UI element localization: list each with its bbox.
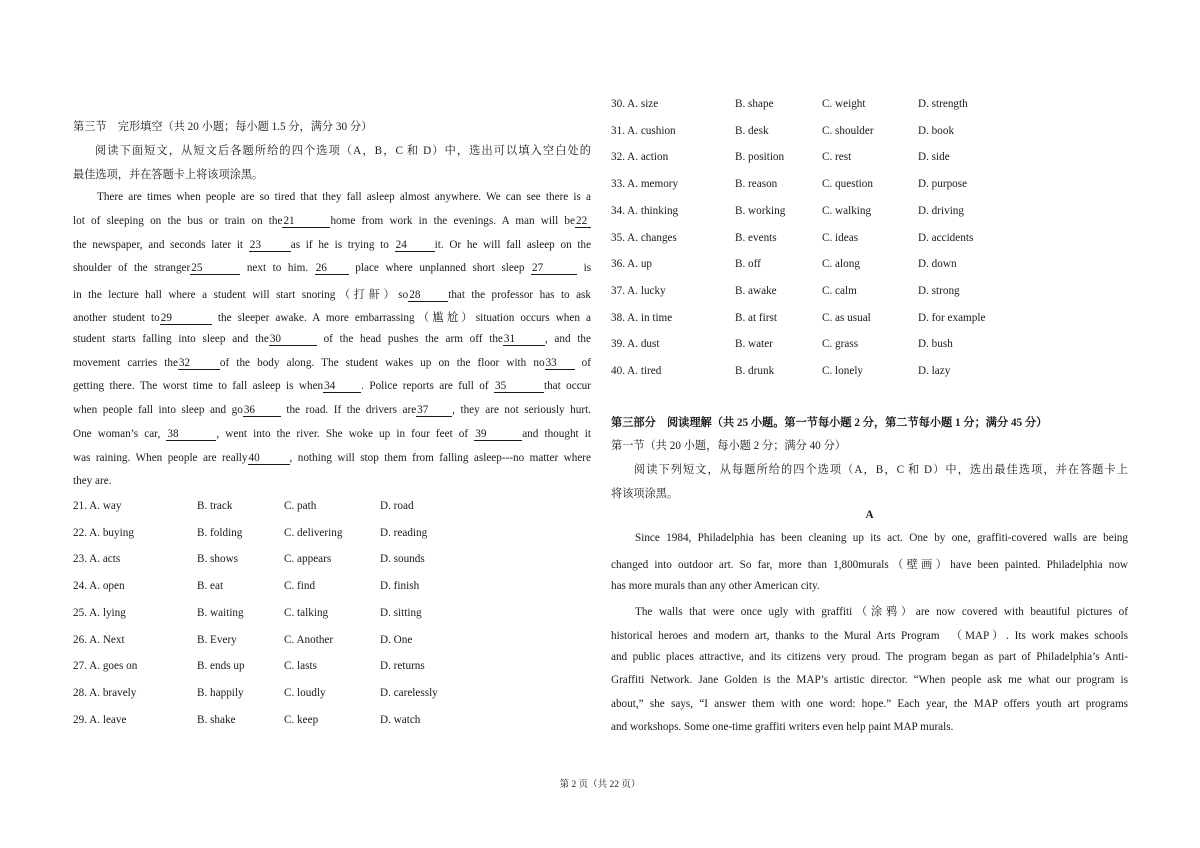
option-question: 29. A. leave	[73, 713, 127, 726]
option-choice: D. road	[380, 500, 414, 512]
passage-line: lot of sleeping on the bus or train on the21 home from work in the evenings. A man will be22	[73, 215, 591, 228]
option-question: 36. A. up	[611, 258, 653, 271]
passage-line: The walls that were once ugly with graffiti（涂鸦）are now covered with beautiful pictures of	[635, 606, 1128, 618]
option-question: 31. A. cushion	[611, 124, 676, 137]
blank-40: 40	[248, 452, 290, 465]
option-choice: D. lazy	[918, 365, 951, 377]
option-choice: C. weight	[822, 98, 866, 110]
option-choice: B. happily	[197, 686, 244, 699]
option-choice: D. purpose	[918, 178, 968, 191]
passage-line: about,” she says, “I answer them with one word: hope.” Each year, the MAP offers youth art programs	[611, 698, 1128, 710]
blank-39: 39	[474, 428, 522, 441]
option-question: 23. A. acts	[73, 553, 121, 566]
option-choice: D. strength	[918, 98, 968, 110]
passage-line: Graffiti Network. Jane Golden is the MAP’s artistic director. “When people ask me what our program is	[611, 674, 1128, 686]
option-choice: C. calm	[822, 284, 857, 297]
option-choice: C. delivering	[284, 526, 343, 539]
blank-34: 34	[323, 380, 361, 393]
option-question: 25. A. lying	[73, 606, 126, 619]
instruction-line: 阅读下面短文，从短文后各题所给的四个选项（A，B，C 和 D）中，选出可以填入空白处的	[95, 145, 591, 157]
passage-line: student starts falling into sleep and the30 of the head pushes the arm off the31 , and the	[73, 333, 591, 345]
blank-28: 28	[408, 289, 448, 302]
option-choice: B. position	[735, 151, 785, 164]
option-choice: B. waiting	[197, 606, 244, 619]
option-question: 40. A. tired	[611, 365, 662, 377]
page-footer: 第 2 页（共 22 页）	[559, 780, 641, 790]
instruction-line: 阅读下列短文，从每题所给的四个选项（A，B，C 和 D）中，选出最佳选项，并在答题卡上	[634, 464, 1128, 476]
option-choice: B. off	[735, 258, 761, 271]
option-choice: B. track	[197, 500, 233, 512]
option-choice: D. finish	[380, 580, 420, 593]
blank-21: 21	[282, 215, 330, 228]
option-choice: C. grass	[822, 338, 859, 351]
option-question: 32. A. action	[611, 151, 669, 164]
option-choice: D. strong	[918, 284, 960, 297]
option-choice: D. watch	[380, 713, 421, 726]
option-choice: D. sounds	[380, 553, 425, 566]
option-choice: C. as usual	[822, 311, 871, 324]
blank-22: 22	[575, 215, 591, 228]
passage-line: has more murals than any other American city.	[611, 580, 820, 592]
option-choice: B. water	[735, 338, 773, 351]
option-question: 39. A. dust	[611, 338, 660, 351]
option-choice: C. keep	[284, 713, 319, 726]
instruction-line: 最佳选项，并在答题卡上将该项涂黑。	[73, 169, 264, 181]
option-choice: C. loudly	[284, 686, 326, 699]
passage-label: A	[865, 509, 874, 521]
option-choice: B. ends up	[197, 660, 245, 673]
option-choice: C. ideas	[822, 231, 859, 244]
blank-38: 38	[166, 428, 216, 441]
passage-line: shoulder of the stranger25 next to him. 26 place where unplanned short sleep 27 is	[73, 262, 592, 274]
passage-line: getting there. The worst time to fall asleep is when34 . Police reports are full of 35 that occur	[73, 380, 592, 392]
blank-32: 32	[178, 357, 220, 370]
option-question: 22. A. buying	[73, 526, 134, 539]
option-choice: C. talking	[284, 606, 329, 619]
option-question: 28. A. bravely	[73, 686, 137, 699]
option-question: 26. A. Next	[73, 633, 125, 646]
option-choice: C. Another	[284, 633, 334, 646]
blank-30: 30	[269, 333, 317, 346]
blank-31: 31	[503, 333, 545, 346]
option-choice: D. down	[918, 258, 957, 271]
option-choice: B. shape	[735, 98, 774, 110]
option-choice: C. rest	[822, 151, 852, 164]
option-choice: B. shows	[197, 553, 239, 566]
option-choice: B. awake	[735, 284, 777, 297]
option-choice: B. reason	[735, 178, 778, 191]
option-choice: D. accidents	[918, 231, 974, 244]
option-question: 34. A. thinking	[611, 204, 679, 217]
option-choice: B. at first	[735, 311, 777, 324]
blank-24: 24	[395, 239, 435, 252]
option-choice: B. desk	[735, 124, 769, 137]
option-choice: B. eat	[197, 580, 224, 593]
option-choice: D. for example	[918, 311, 986, 324]
option-choice: D. side	[918, 151, 950, 164]
passage-line: the newspaper, and seconds later it 23 as if he is trying to 24 it. Or he will fall asleep on the	[73, 239, 592, 251]
option-question: 37. A. lucky	[611, 284, 666, 297]
option-choice: D. bush	[918, 338, 953, 351]
blank-33: 33	[545, 357, 575, 370]
passage-line: and public places attractive, and its citizens very proud. The program began as part of Philadelphia’s Anti-	[611, 651, 1128, 663]
passage-line: another student to29 the sleeper awake. A more embarrassing（尴尬）situation occurs when a	[73, 312, 592, 324]
option-choice: B. drunk	[735, 365, 775, 377]
option-choice: D. carelessly	[380, 686, 438, 699]
instruction-line: 将该项涂黑。	[611, 488, 679, 500]
passage-line: movement carries the32 of the body along. The student wakes up on the floor with no33 of	[73, 357, 591, 369]
blank-27: 27	[531, 262, 577, 275]
blank-25: 25	[190, 262, 240, 275]
option-question: 38. A. in time	[611, 311, 673, 324]
blank-36: 36	[243, 404, 281, 417]
passage-line: Since 1984, Philadelphia has been cleaning up its act. One by one, graffiti-covered walls are being	[635, 532, 1128, 544]
option-choice: C. along	[822, 258, 860, 271]
blank-29: 29	[160, 312, 212, 325]
passage-line: One woman’s car, 38 , went into the river. She woke up in four feet of 39 and thought it	[73, 428, 591, 440]
option-choice: C. lasts	[284, 660, 317, 673]
option-choice: D. sitting	[380, 606, 422, 619]
option-choice: C. shoulder	[822, 124, 874, 137]
option-choice: B. events	[735, 231, 777, 244]
option-choice: C. walking	[822, 204, 872, 217]
blank-37: 37	[416, 404, 452, 417]
passage-line: historical heroes and modern art, thanks to the Mural Arts Program （MAP）. Its work makes schools	[611, 630, 1128, 642]
blank-26: 26	[315, 262, 349, 275]
option-choice: D. returns	[380, 660, 425, 673]
option-question: 24. A. open	[73, 580, 125, 593]
option-choice: C. find	[284, 580, 316, 593]
passage-line: changed into outdoor art. So far, more than 1,800murals（壁画）have been painted. Philadelphia now	[611, 559, 1128, 571]
option-choice: D. reading	[380, 526, 428, 539]
option-choice: C. appears	[284, 553, 332, 566]
blank-23: 23	[249, 239, 291, 252]
option-question: 33. A. memory	[611, 178, 679, 191]
option-choice: C. question	[822, 178, 873, 191]
option-choice: B. folding	[197, 526, 243, 539]
option-question: 30. A. size	[611, 98, 659, 110]
part-title: 第三部分 阅读理解（共 25 小题。第一节每小题 2 分，第二节每小题 1 分；满分 45 分）	[611, 417, 1048, 429]
section-title: 第三节 完形填空（共 20 小题；每小题 1.5 分，满分 30 分）	[73, 121, 373, 133]
option-question: 35. A. changes	[611, 231, 677, 244]
option-choice: D. driving	[918, 204, 964, 217]
option-choice: B. working	[735, 204, 786, 217]
option-choice: D. book	[918, 124, 955, 137]
passage-line: was raining. When people are really40 , nothing will stop them from falling asleep---no matter where	[73, 452, 591, 464]
option-choice: C. lonely	[822, 365, 864, 377]
passage-line: when people fall into sleep and go36 the road. If the drivers are37 , they are not seriously hurt.	[73, 404, 591, 416]
section1-title: 第一节（共 20 小题，每小题 2 分；满分 40 分）	[611, 440, 846, 452]
passage-line: they are.	[73, 475, 112, 487]
option-choice: D. One	[380, 633, 413, 646]
blank-35: 35	[494, 380, 544, 393]
option-choice: B. Every	[197, 633, 237, 646]
passage-line: There are times when people are so tired that they fall asleep almost anywhere. We can see there is a	[97, 191, 591, 203]
option-choice: C. path	[284, 500, 317, 512]
option-question: 21. A. way	[73, 500, 122, 512]
passage-line: and workshops. Some one-time graffiti writers even help paint MAP murals.	[611, 721, 954, 733]
option-question: 27. A. goes on	[73, 660, 138, 673]
passage-line: in the lecture hall where a student will start snoring（打鼾）so28 that the professor has to ask	[73, 289, 591, 301]
option-choice: B. shake	[197, 713, 236, 726]
